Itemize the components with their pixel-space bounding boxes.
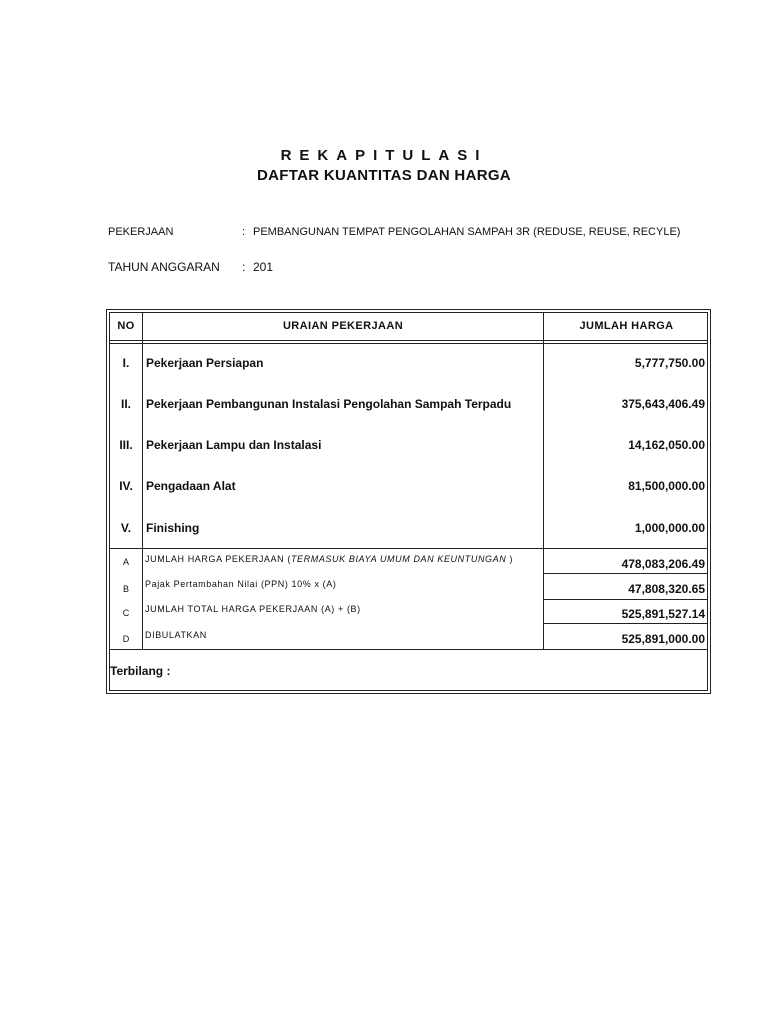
row-amount: 14,162,050.00 xyxy=(628,438,705,452)
pekerjaan-value: PEMBANGUNAN TEMPAT PENGOLAHAN SAMPAH 3R (REDUSE, REUSE, RECYLE) xyxy=(253,226,681,238)
col-header-uraian: URAIAN PEKERJAAN xyxy=(282,320,404,332)
row-description: Pekerjaan Lampu dan Instalasi xyxy=(146,438,322,452)
recap-table-inner xyxy=(109,312,708,691)
summary-divider-c xyxy=(543,623,707,624)
pekerjaan-colon: : xyxy=(242,226,246,238)
summary-divider-b xyxy=(543,599,707,600)
summary-letter: A xyxy=(122,557,129,567)
row-number: I. xyxy=(122,356,130,370)
body-divider xyxy=(110,548,707,549)
row-amount: 375,643,406.49 xyxy=(621,397,705,411)
summary-bottom-divider xyxy=(110,649,707,650)
summary-amount: 478,083,206.49 xyxy=(621,557,705,571)
summary-letter: D xyxy=(122,634,130,644)
header-divider-1 xyxy=(110,340,707,341)
row-description: Pekerjaan Pembangunan Instalasi Pengolahan Sampah Terpadu xyxy=(146,397,512,411)
summary-letter: C xyxy=(122,608,130,618)
row-number: III. xyxy=(119,438,133,452)
summary-amount: 525,891,527.14 xyxy=(621,607,705,621)
row-amount: 5,777,750.00 xyxy=(634,356,705,370)
summary-amount: 525,891,000.00 xyxy=(621,632,705,646)
recap-table xyxy=(106,309,711,694)
row-description: Pengadaan Alat xyxy=(146,479,236,493)
summary-letter: B xyxy=(122,584,129,594)
row-number: V. xyxy=(120,521,132,535)
summary-description: DIBULATKAN xyxy=(145,630,207,640)
pekerjaan-label: PEKERJAAN xyxy=(108,226,174,238)
terbilang-label: Terbilang : xyxy=(110,664,171,678)
divider-no-col xyxy=(142,313,143,649)
summary-description: Pajak Pertambahan Nilai (PPN) 10% x (A) xyxy=(145,579,337,589)
row-amount: 1,000,000.00 xyxy=(634,521,705,535)
summary-description: JUMLAH TOTAL HARGA PEKERJAAN (A) + (B) xyxy=(145,604,361,614)
col-header-jumlah: JUMLAH HARGA xyxy=(579,320,674,332)
tahun-anggaran-value: 201 xyxy=(253,260,274,274)
row-amount: 81,500,000.00 xyxy=(628,479,705,493)
document-subtitle: DAFTAR KUANTITAS DAN HARGA xyxy=(257,167,511,184)
summary-divider-a xyxy=(543,573,707,574)
summary-description: JUMLAH HARGA PEKERJAAN (TERMASUK BIAYA UMUM DAN KEUNTUNGAN ) xyxy=(145,554,514,564)
summary-amount: 47,808,320.65 xyxy=(628,582,705,596)
col-header-no: NO xyxy=(117,320,135,332)
tahun-anggaran-colon: : xyxy=(242,260,246,274)
document-title: REKAPITULASI xyxy=(280,147,488,164)
header-divider-2 xyxy=(110,343,707,344)
row-number: II. xyxy=(120,397,131,411)
tahun-anggaran-label: TAHUN ANGGARAN xyxy=(108,260,220,274)
row-number: IV. xyxy=(119,479,133,493)
row-description: Pekerjaan Persiapan xyxy=(146,356,264,370)
row-description: Finishing xyxy=(146,521,200,535)
